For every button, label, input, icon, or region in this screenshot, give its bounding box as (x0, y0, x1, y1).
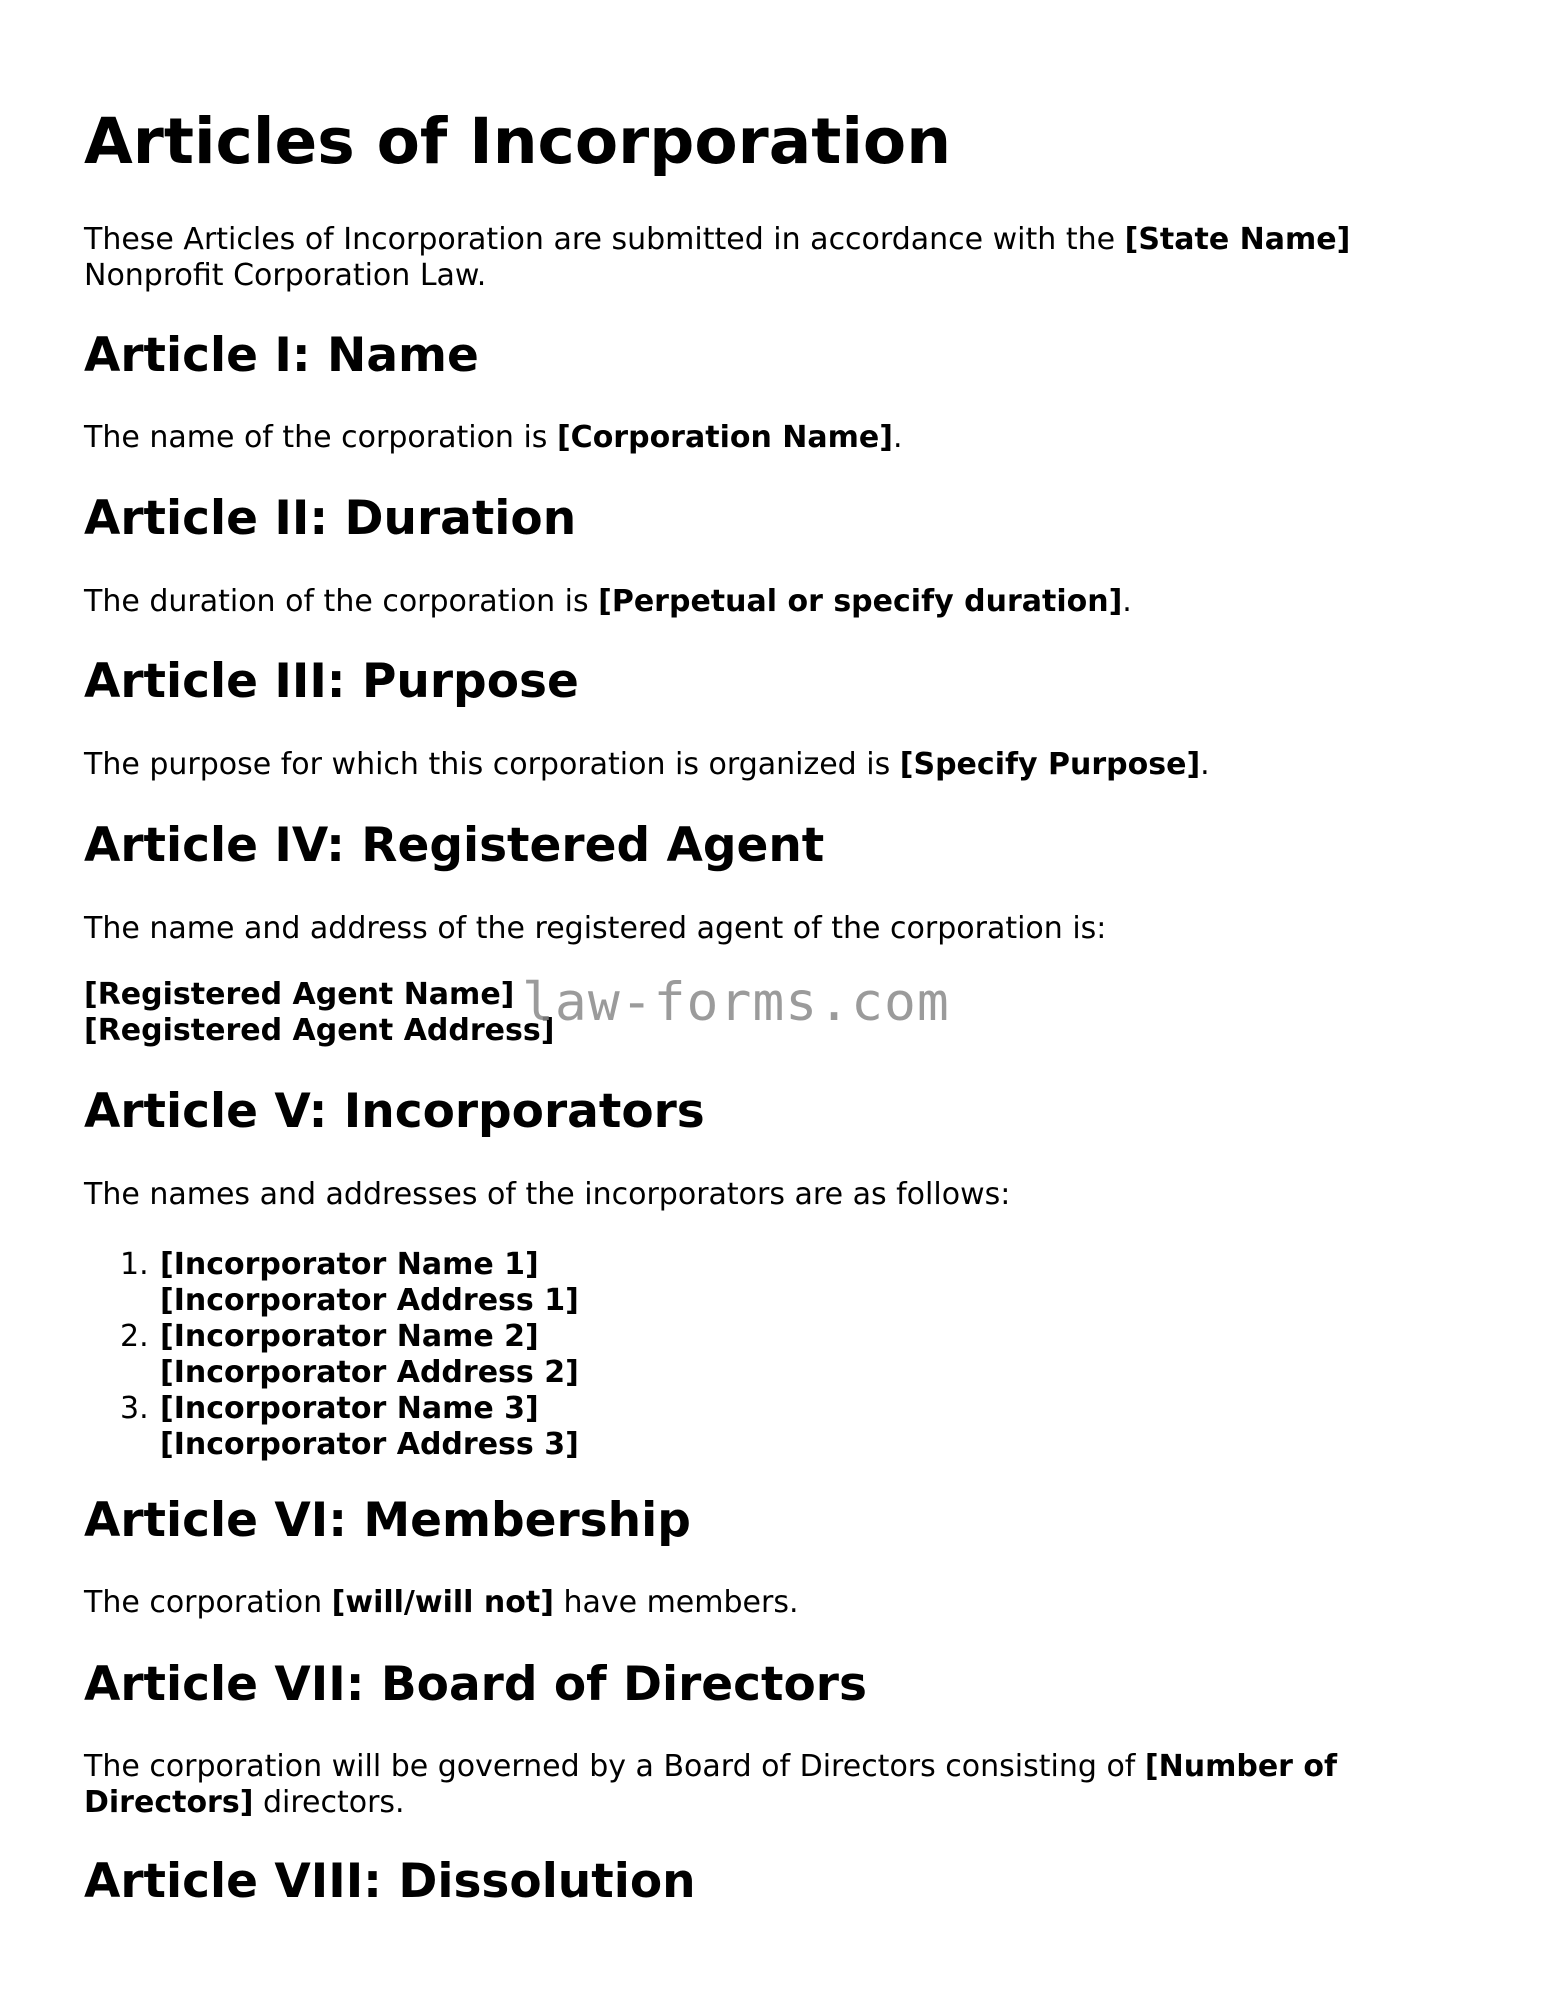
incorporator-name-placeholder: [Incorporator Name 1] (160, 1247, 539, 1282)
watermark: law-forms.com (522, 972, 950, 1033)
article-7-text-end: directors. (253, 1785, 405, 1820)
incorporators-list (84, 1247, 579, 1463)
list-number: 2. (120, 1319, 149, 1354)
article-2-text-end: . (1122, 584, 1132, 619)
article-1-text-end: . (892, 420, 903, 455)
article-7-heading: Article VII: Board of Directors (84, 1657, 867, 1712)
incorporator-name-placeholder: [Incorporator Name 3] (160, 1391, 539, 1426)
article-1-heading: Article I: Name (84, 328, 479, 383)
article-5-heading: Article V: Incorporators (84, 1084, 705, 1139)
agent-address-placeholder: [Registered Agent Address] (84, 1013, 555, 1048)
list-item (120, 1319, 579, 1391)
intro-text: These Articles of Incorporation are submitted in accordance with the (84, 222, 1125, 257)
article-3-heading: Article III: Purpose (84, 654, 579, 709)
list-item (120, 1247, 579, 1319)
agent-name-placeholder: [Registered Agent Name] (84, 977, 515, 1012)
article-1-paragraph (84, 420, 1384, 456)
article-7-text: The corporation will be governed by a Board of Directors consisting of (84, 1749, 1145, 1784)
incorporator-address-placeholder: [Incorporator Address 1] (160, 1283, 579, 1318)
incorporator-name-placeholder: [Incorporator Name 2] (160, 1319, 539, 1354)
article-5-paragraph: The names and addresses of the incorporators are as follows: (84, 1177, 1011, 1212)
incorporator-address-placeholder: [Incorporator Address 3] (160, 1427, 579, 1462)
list-number: 3. (120, 1391, 149, 1426)
article-4-paragraph: The name and address of the registered agent of the corporation is: (84, 911, 1107, 946)
article-4-heading: Article IV: Registered Agent (84, 818, 825, 873)
corporation-name-placeholder: [Corporation Name] (556, 420, 893, 455)
article-8-heading: Article VIII: Dissolution (84, 1854, 696, 1909)
article-3-text: The purpose for which this corporation is organized is (84, 747, 900, 782)
article-6-text: The corporation (84, 1585, 332, 1620)
state-name-placeholder: [State Name] (1124, 222, 1351, 257)
purpose-placeholder: [Specify Purpose] (899, 747, 1201, 782)
article-3-text-end: . (1200, 747, 1210, 782)
article-7-paragraph (84, 1749, 1384, 1821)
incorporator-address-placeholder: [Incorporator Address 2] (160, 1355, 579, 1390)
article-3-paragraph (84, 747, 1384, 783)
list-item (120, 1391, 579, 1463)
intro-text-end: Nonprofit Corporation Law. (84, 258, 487, 293)
article-2-paragraph (84, 584, 1384, 620)
membership-placeholder: [will/will not] (331, 1585, 554, 1620)
article-6-paragraph (84, 1585, 1384, 1621)
document-title: Articles of Incorporation (84, 105, 952, 178)
duration-placeholder: [Perpetual or specify duration] (598, 584, 1123, 619)
article-2-heading: Article II: Duration (84, 491, 577, 546)
article-2-text: The duration of the corporation is (84, 584, 599, 619)
list-number: 1. (120, 1247, 149, 1282)
article-1-text: The name of the corporation is (84, 420, 557, 455)
article-6-text-end: have members. (553, 1585, 799, 1620)
intro-paragraph (84, 222, 1384, 294)
article-6-heading: Article VI: Membership (84, 1493, 691, 1548)
number-of-directors-placeholder: [Number of Directors] (84, 1749, 1338, 1820)
